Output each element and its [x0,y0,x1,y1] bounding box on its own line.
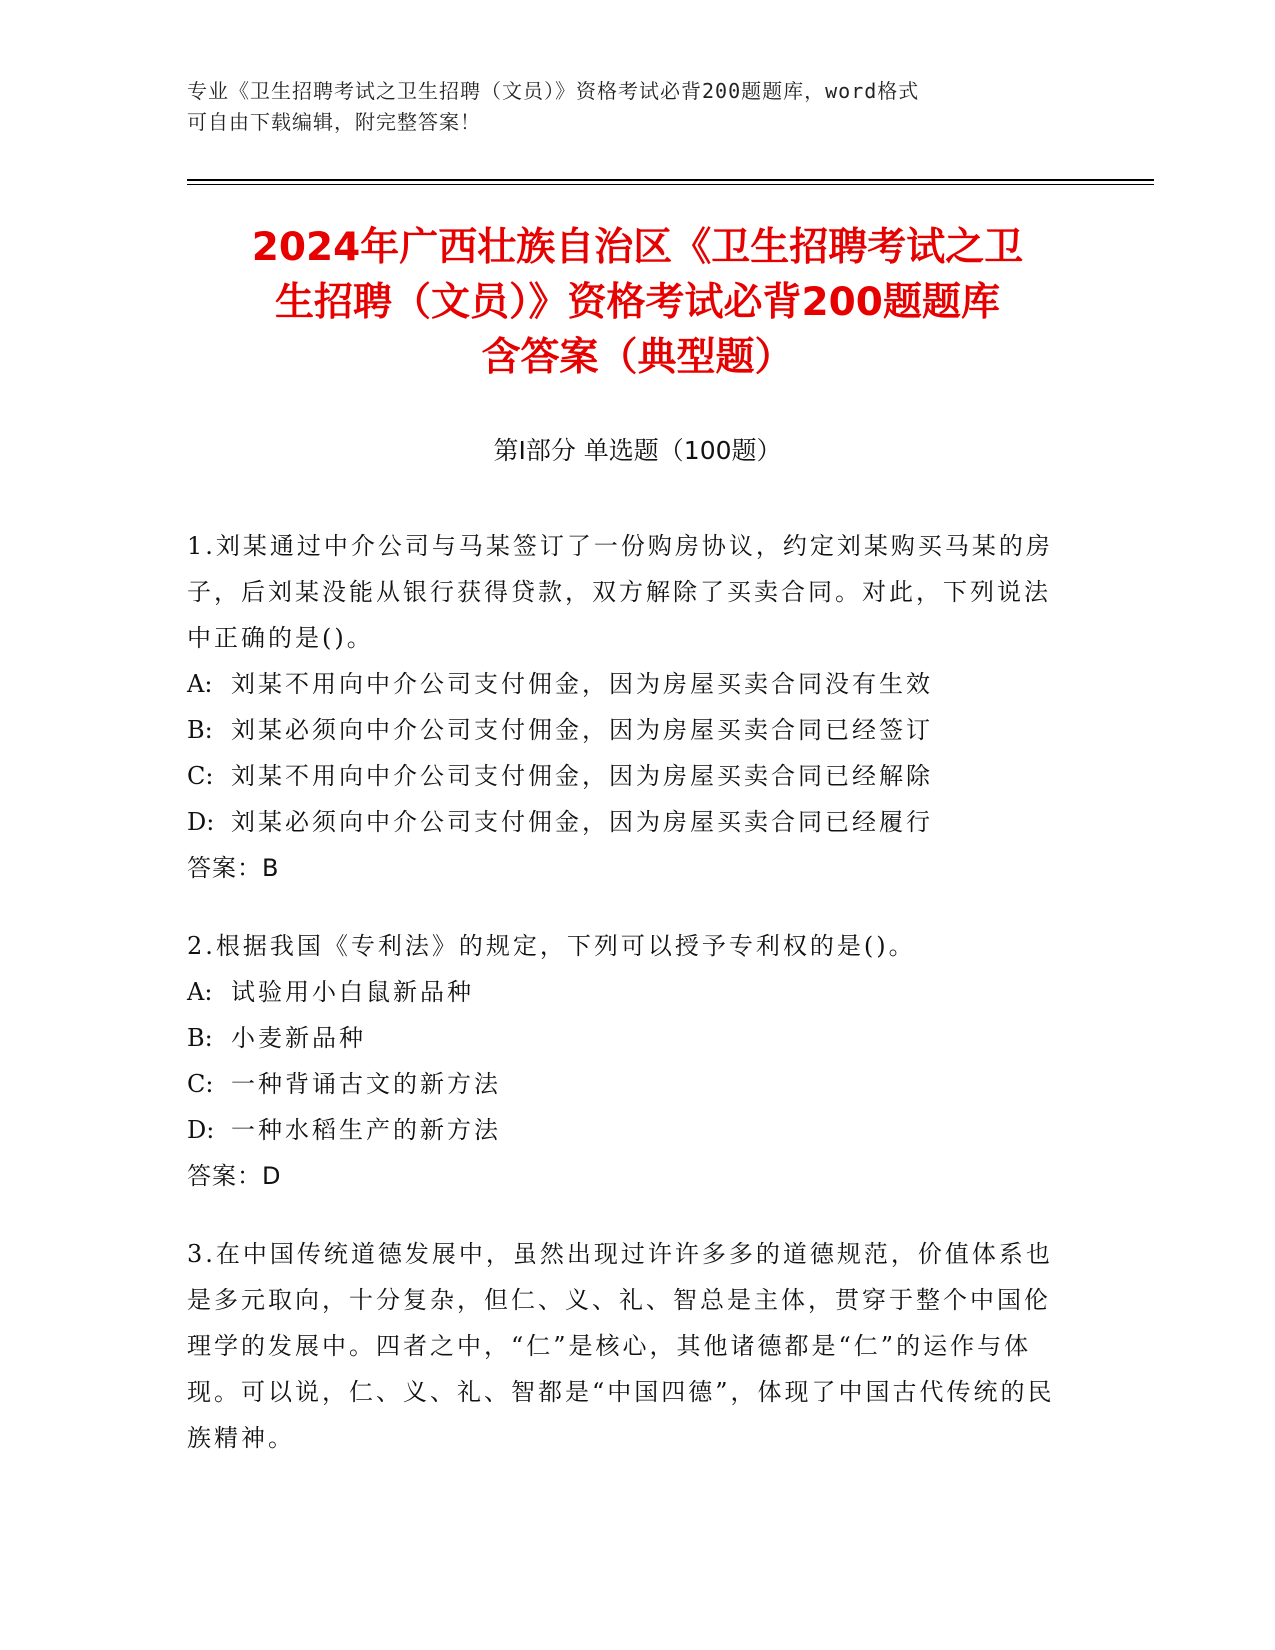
option-c [187,1061,1067,1107]
option-letter: D: [187,808,215,836]
title-line-2: 生招聘（文员）》资格考试必背200题题库 [275,280,1000,325]
option-d [187,1107,1067,1153]
option-text: 刘某必须向中介公司支付佣金，因为房屋买卖合同已经履行 [231,808,933,836]
option-b [187,1015,1067,1061]
header-note-line-2: 可自由下载编辑，附完整答案！ [187,110,481,134]
option-a [187,661,1067,707]
question-stem: 3.在中国传统道德发展中，虽然出现过许许多多的道德规范，价值体系也是多元取向，十分复杂，但仁、义、礼、智总是主体，贯穿于整个中国伦理学的发展中。四者之中，“仁”是核心，其他诸德都是“仁”的运作与体现。可以说，仁、义、礼、智都是“中国四德”，体现了中国古代传统的民族精神。 [187,1240,1055,1452]
option-c [187,753,1067,799]
question-stem: 1.刘某通过中介公司与马某签订了一份购房协议，约定刘某购买马某的房子，后刘某没能从银行获得贷款，双方解除了买卖合同。对此，下列说法中正确的是()。 [187,532,1053,652]
option-letter: A: [187,670,213,698]
option-text: 刘某不用向中介公司支付佣金，因为房屋买卖合同没有生效 [231,670,933,698]
document-header-note [187,76,1067,138]
header-note-line-1: 专业《卫生招聘考试之卫生招聘（文员）》资格考试必背200题题库，word格式 [187,79,920,103]
option-letter: B: [187,1024,213,1052]
document-title [150,220,1125,385]
option-letter: D: [187,1116,215,1144]
header-divider-thin [187,184,1154,185]
question-list [187,523,1067,1493]
question-stem: 2.根据我国《专利法》的规定，下列可以授予专利权的是()。 [187,932,916,960]
header-divider-thick [187,179,1154,181]
answer-key: 答案：B [187,854,280,882]
title-line-3: 含答案（典型题） [481,335,794,380]
option-text: 一种水稻生产的新方法 [231,1116,501,1144]
option-letter: A: [187,978,213,1006]
option-text: 一种背诵古文的新方法 [231,1070,501,1098]
question-3 [187,1231,1067,1461]
option-letter: C: [187,762,214,790]
option-b [187,707,1067,753]
option-text: 刘某必须向中介公司支付佣金，因为房屋买卖合同已经签订 [231,716,933,744]
option-text: 试验用小白鼠新品种 [231,978,474,1006]
answer-key: 答案：D [187,1162,282,1190]
section-title: 第Ⅰ部分 单选题（100题） [493,436,782,465]
title-line-1: 2024年广西壮族自治区《卫生招聘考试之卫 [251,225,1024,270]
option-letter: C: [187,1070,214,1098]
option-a [187,969,1067,1015]
question-2 [187,923,1067,1199]
option-text: 刘某不用向中介公司支付佣金，因为房屋买卖合同已经解除 [231,762,933,790]
option-text: 小麦新品种 [231,1024,366,1052]
question-1 [187,523,1067,891]
option-letter: B: [187,716,213,744]
option-d [187,799,1067,845]
